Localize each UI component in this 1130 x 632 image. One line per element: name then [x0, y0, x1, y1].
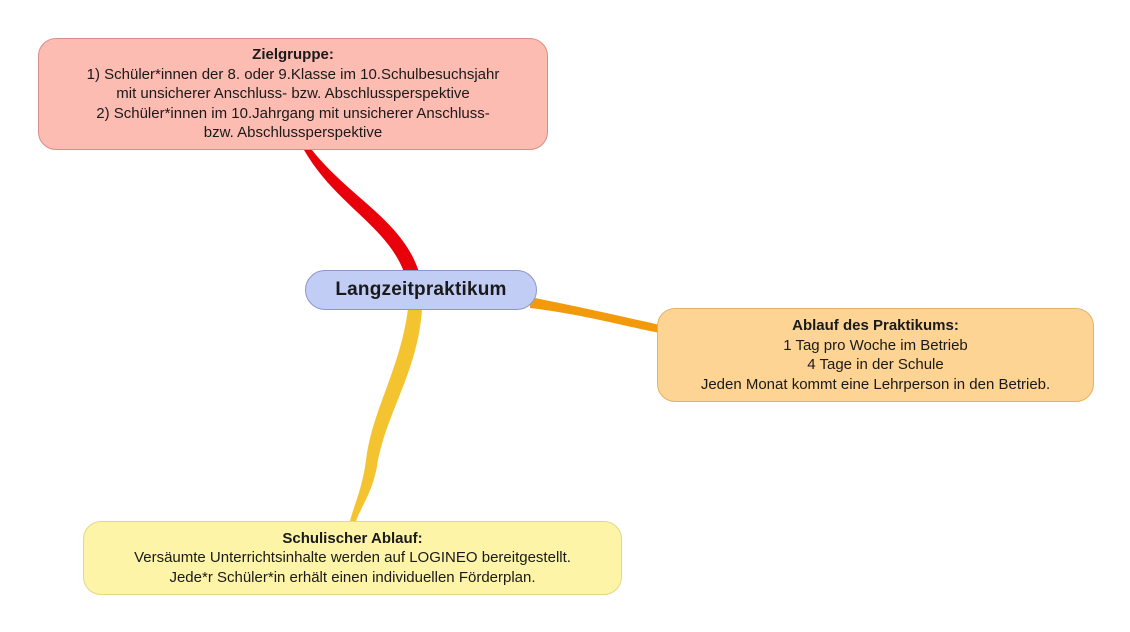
topic-line: Versäumte Unterrichtsinhalte werden auf LOGINEO bereitgestellt.: [134, 549, 571, 567]
branch-schulisch: [350, 309, 422, 521]
topic-node-schulisch[interactable]: [83, 521, 622, 595]
topic-line: mit unsicherer Anschluss- bzw. Abschlussperspektive: [116, 85, 470, 103]
topic-line: 4 Tage in der Schule: [807, 356, 944, 373]
topic-node-zielgruppe[interactable]: [38, 38, 548, 150]
branch-ablauf: [530, 297, 660, 333]
topic-node-ablauf[interactable]: [657, 308, 1094, 402]
topic-line: 1 Tag pro Woche im Betrieb: [783, 336, 968, 354]
topic-line: bzw. Abschlussperspektive: [203, 124, 383, 142]
central-topic-label: Langzeitpraktikum: [335, 279, 507, 301]
topic-line: Jeden Monat kommt eine Lehrperson in den Betrieb.: [700, 375, 1051, 393]
topic-line: 1) Schüler*innen der 8. oder 9.Klasse im 10.Schulbesuchsjahr: [86, 65, 500, 83]
central-topic-node[interactable]: [305, 270, 537, 310]
branch-zielgruppe: [304, 150, 419, 272]
topic-title-zielgruppe: Zielgruppe:: [252, 46, 334, 64]
topic-line: Jede*r Schüler*in erhält einen individuellen Förderplan.: [169, 568, 536, 586]
topic-line: 2) Schüler*innen im 10.Jahrgang mit unsicherer Anschluss-: [96, 104, 490, 122]
topic-title-schulisch: Schulischer Ablauf:: [282, 529, 423, 547]
topic-title-ablauf: Ablauf des Praktikums:: [792, 317, 959, 334]
